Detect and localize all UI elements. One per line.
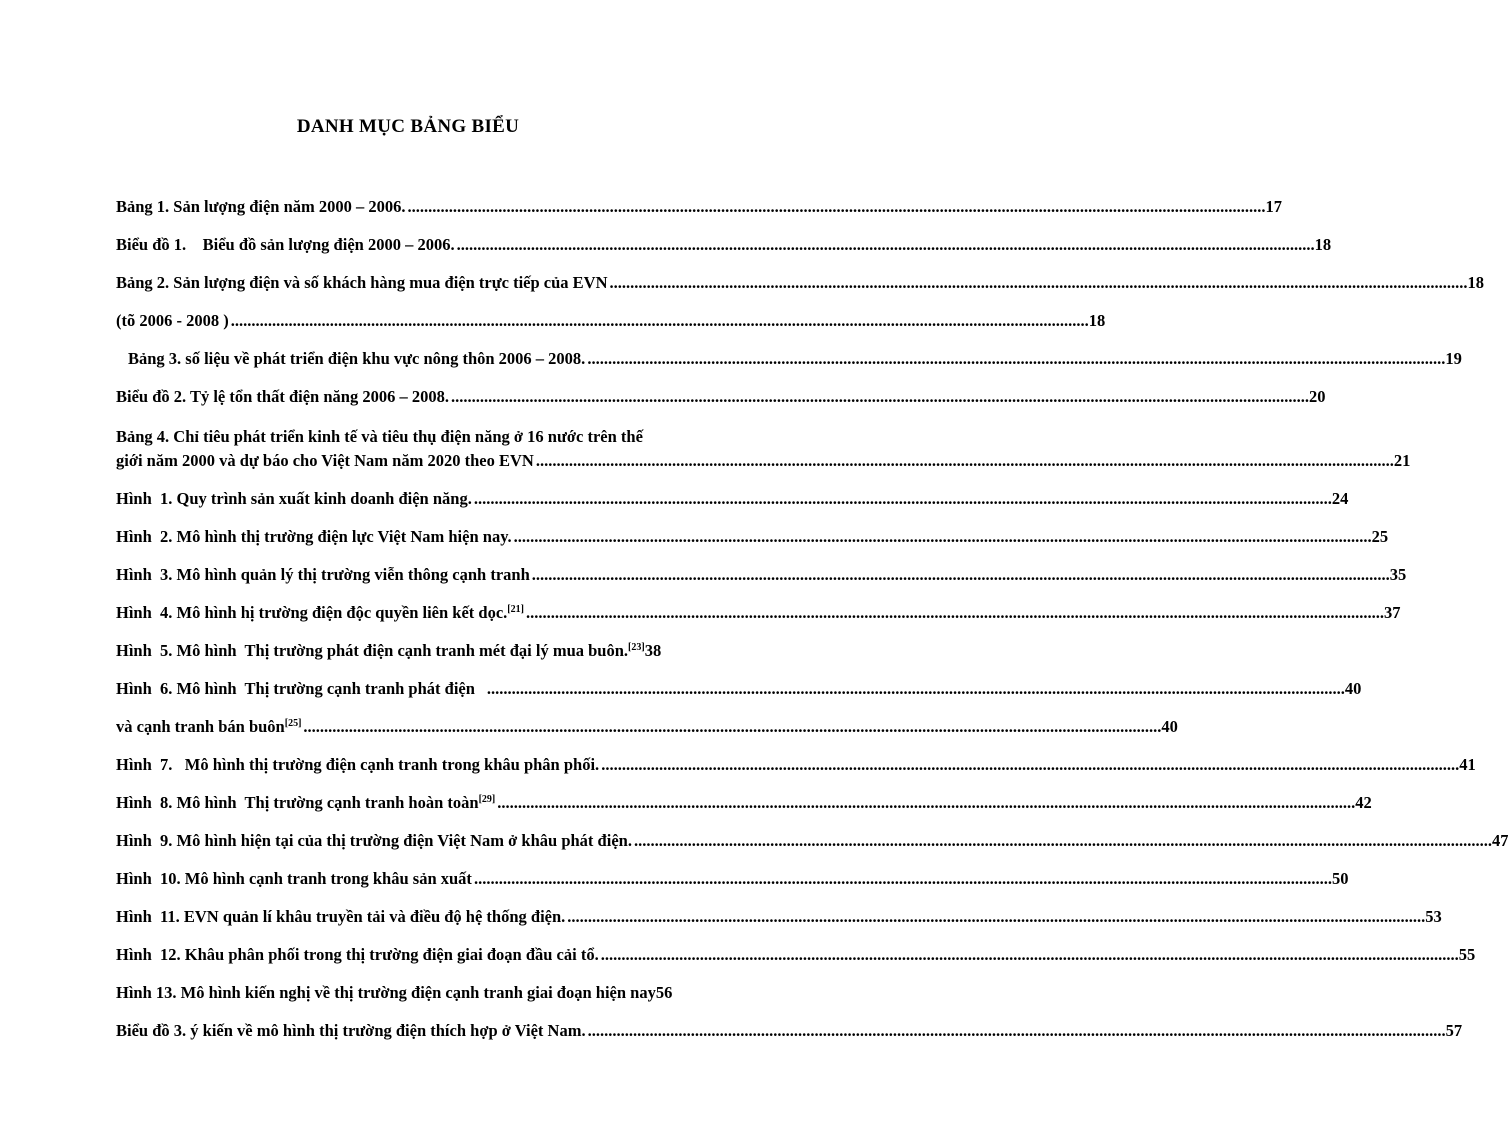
toc-entry-text: [116, 599, 524, 624]
toc-entry-page: 19: [1445, 349, 1462, 368]
toc-entry-text: Hình 11. EVN quản lí khâu truyền tải và điều độ hệ thống điện.: [116, 907, 566, 926]
dot-leader: [608, 272, 1468, 294]
toc-entry-text: Hình 7. Mô hình thị trường điện cạnh tranh trong khâu phân phối.: [116, 755, 600, 774]
toc-entry[interactable]: [116, 256, 1484, 294]
toc-entry[interactable]: [116, 218, 1332, 256]
toc-entry-page: 47: [1491, 831, 1508, 850]
toc-entry[interactable]: [116, 776, 1372, 814]
toc-entry-page: 40: [1161, 717, 1178, 736]
citation-marker: [29]: [478, 794, 496, 805]
toc-entry[interactable]: [116, 472, 1349, 510]
toc-entry-page: 20: [1308, 387, 1326, 406]
toc-entry-text: Bảng 2. Sản lượng điện và số khách hàng mua điện trực tiếp của EVN: [116, 273, 608, 292]
toc-entry-page: 17: [1265, 197, 1283, 216]
dot-leader: [586, 1020, 1446, 1042]
toc-entry[interactable]: [116, 700, 1178, 738]
dot-leader: [475, 678, 1345, 700]
toc-entry-text: Biểu đồ 2. Tỷ lệ tổn thất điện năng 2006 – 2008.: [116, 387, 449, 406]
dot-leader: [301, 716, 1161, 738]
toc-entry[interactable]: [116, 738, 1476, 776]
toc-entry-label: Hình 4. Mô hình hị trường điện độc quyền liên kết dọc.: [116, 603, 508, 622]
toc-entry[interactable]: [116, 510, 1389, 548]
toc-entry[interactable]: [116, 966, 740, 1004]
citation-marker: [23]: [628, 642, 645, 653]
dot-leader: [530, 564, 1390, 586]
toc-entry-page: 18: [1088, 311, 1106, 330]
toc-entry-text: Hình 9. Mô hình hiện tại của thị trường điện Việt Nam ở khâu phát điện.: [116, 831, 632, 850]
toc-entry-page: 38: [644, 641, 662, 660]
toc-entry-page: 25: [1371, 527, 1389, 546]
toc-entry[interactable]: [116, 890, 1442, 928]
table-of-figures: [116, 180, 1508, 1042]
citation-marker: [21]: [507, 604, 524, 615]
toc-entry-page: 37: [1383, 603, 1401, 622]
toc-entry[interactable]: [116, 1004, 1463, 1042]
dot-leader: [449, 386, 1309, 408]
dot-leader: [229, 310, 1089, 332]
toc-entry-text: Hình 10. Mô hình cạnh tranh trong khâu sản xuất: [116, 869, 472, 888]
toc-entry-text: Biểu đồ 3. ý kiến về mô hình thị trường điện thích hợp ở Việt Nam.: [116, 1021, 586, 1040]
toc-entry[interactable]: [116, 332, 1462, 370]
dot-leader: [585, 348, 1445, 370]
toc-entry[interactable]: [116, 180, 1283, 218]
dot-leader: [455, 234, 1315, 256]
toc-entry-text: (tõ 2006 - 2008 ): [116, 311, 229, 330]
toc-entry-page: 57: [1445, 1021, 1463, 1040]
toc-entry-text-continued: giới năm 2000 và dự báo cho Việt Nam năm 2020 theo EVN: [116, 451, 534, 470]
toc-entry-page: 56: [655, 983, 673, 1002]
toc-entry-page: 55: [1458, 945, 1476, 964]
toc-entry-text: [116, 713, 301, 738]
toc-entry-text: Bảng 3. số liệu về phát triển điện khu vực nông thôn 2006 – 2008.: [128, 349, 586, 368]
dot-leader: [632, 830, 1492, 852]
toc-entry[interactable]: [116, 814, 1508, 852]
toc-entry[interactable]: [116, 586, 1401, 624]
dot-leader: [472, 488, 1332, 510]
toc-entry-label: và cạnh tranh bán buôn: [116, 717, 285, 736]
toc-entry[interactable]: [116, 370, 1326, 408]
dot-leader: [599, 944, 1459, 966]
toc-entry-text: Hình 6. Mô hình Thị trường cạnh tranh phát điện: [116, 679, 475, 698]
dot-leader: [534, 450, 1394, 472]
dot-leader: [524, 602, 1384, 624]
toc-entry-text: Hình 12. Khâu phân phối trong thị trường điện giai đoạn đầu cải tổ.: [116, 945, 599, 964]
toc-entry-page: 18: [1467, 273, 1484, 292]
toc-entry-label: Hình 5. Mô hình Thị trường phát điện cạnh tranh mét đại lý mua buôn.: [116, 641, 629, 660]
toc-entry[interactable]: [116, 928, 1476, 966]
toc-entry-page: 18: [1314, 235, 1332, 254]
toc-entry-page: 42: [1355, 793, 1372, 812]
toc-entry-text: Hình 13. Mô hình kiến nghị về thị trường điện cạnh tranh giai đoạn hiện nay: [116, 983, 656, 1002]
dot-leader: [599, 754, 1459, 776]
dot-leader: [495, 792, 1355, 814]
toc-entry[interactable]: [116, 662, 1362, 700]
dot-leader: [512, 526, 1372, 548]
toc-entry-text: Hình 2. Mô hình thị trường điện lực Việt Nam hiện nay.: [116, 527, 512, 546]
toc-entry-text: [116, 637, 645, 662]
page-title: DANH MỤC BẢNG BIỂU: [296, 116, 520, 137]
toc-entry-page: 41: [1459, 755, 1476, 774]
toc-entry-label: Hình 8. Mô hình Thị trường cạnh tranh hoàn toàn: [116, 793, 479, 812]
toc-entry-text: [116, 789, 495, 814]
dot-leader: [565, 906, 1425, 928]
toc-entry[interactable]: [116, 548, 1407, 586]
toc-entry-page: 50: [1331, 869, 1349, 888]
toc-entry[interactable]: [116, 408, 1411, 472]
toc-entry-page: 24: [1331, 489, 1349, 508]
toc-entry-page: 53: [1425, 907, 1442, 926]
toc-entry-text: Bảng 4. Chỉ tiêu phát triển kinh tế và tiêu thụ điện năng ở 16 nước trên thế: [116, 427, 643, 446]
toc-entry-text: Biểu đồ 1. Biểu đồ sản lượng điện 2000 – 2006.: [116, 235, 455, 254]
toc-entry-text: Hình 3. Mô hình quản lý thị trường viễn thông cạnh tranh: [116, 565, 530, 584]
citation-marker: [25]: [284, 718, 302, 729]
toc-entry-page: 21: [1393, 451, 1411, 470]
dot-leader: [472, 868, 1332, 890]
toc-entry[interactable]: [116, 294, 1106, 332]
toc-entry[interactable]: [116, 852, 1349, 890]
toc-entry-page: 35: [1389, 565, 1407, 584]
toc-entry-text: Bảng 1. Sản lượng điện năm 2000 – 2006.: [116, 197, 406, 216]
dot-leader: [406, 196, 1266, 218]
toc-entry-page: 40: [1344, 679, 1362, 698]
toc-entry-text: Hình 1. Quy trình sản xuất kinh doanh điện năng.: [116, 489, 472, 508]
toc-entry[interactable]: [116, 624, 740, 662]
